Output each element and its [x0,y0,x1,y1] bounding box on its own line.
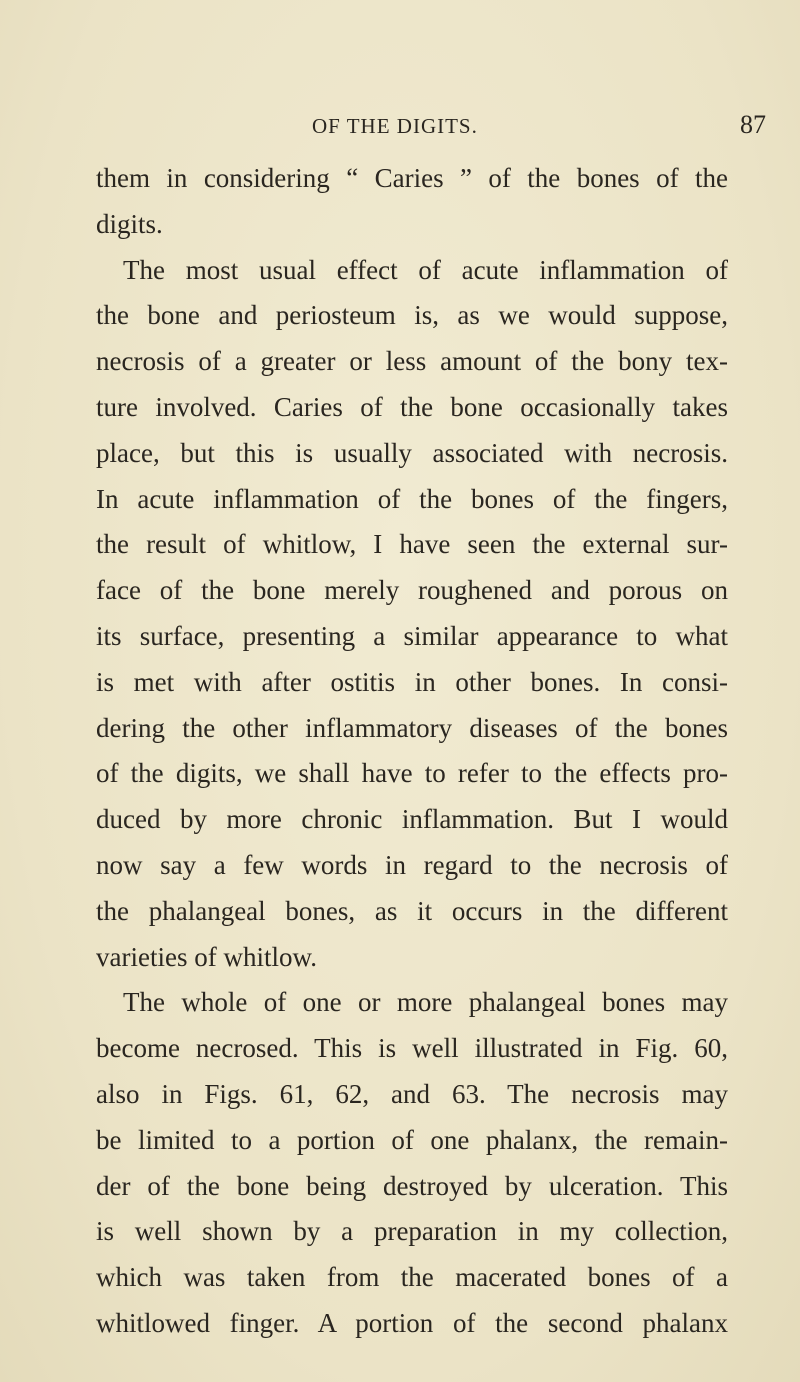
text-line: now say a few words in regard to the necrosis of [96,849,728,880]
text-line: necrosis of a greater or less amount of the bony tex- [96,346,728,377]
text-line: of the digits, we shall have to refer to the effects pro- [96,758,728,789]
text-line: The most usual effect of acute inflammation of [123,254,728,285]
text-line: face of the bone merely roughened and porous on [96,575,728,606]
body-text [96,156,728,1347]
text-line: The whole of one or more phalangeal bones may [123,987,728,1018]
text-line: the bone and periosteum is, as we would suppose, [96,300,728,331]
text-line: them in considering “ Caries ” of the bones of the [96,163,728,193]
text-line: der of the bone being destroyed by ulceration. This [96,1170,728,1201]
running-title: OF THE DIGITS. [312,114,478,138]
page-number: 87 [740,110,766,139]
text-line: is well shown by a preparation in my collection, [96,1216,728,1247]
text-line: also in Figs. 61, 62, and 63. The necrosis may [96,1078,728,1109]
text-line: its surface, presenting a similar appearance to what [96,620,728,651]
text-line: whitlowed finger. A portion of the second phalanx [96,1307,728,1338]
text-line: duced by more chronic inflammation. But I would [96,804,728,835]
text-line: ture involved. Caries of the bone occasionally takes [96,391,728,422]
text-line: the phalangeal bones, as it occurs in the different [96,895,728,926]
text-line: varieties of whitlow. [96,941,317,972]
running-head [0,110,800,144]
text-line: the result of whitlow, I have seen the external sur- [96,529,728,560]
text-line: is met with after ostitis in other bones. In consi- [96,666,728,697]
text-line: dering the other inflammatory diseases of the bones [96,712,728,743]
text-line: digits. [96,208,163,239]
text-line: In acute inflammation of the bones of the fingers, [96,483,728,514]
text-line: place, but this is usually associated with necrosis. [96,437,728,468]
text-line: which was taken from the macerated bones of a [96,1262,728,1293]
text-line: become necrosed. This is well illustrated in Fig. 60, [96,1033,728,1064]
text-line: be limited to a portion of one phalanx, the remain- [96,1124,728,1155]
